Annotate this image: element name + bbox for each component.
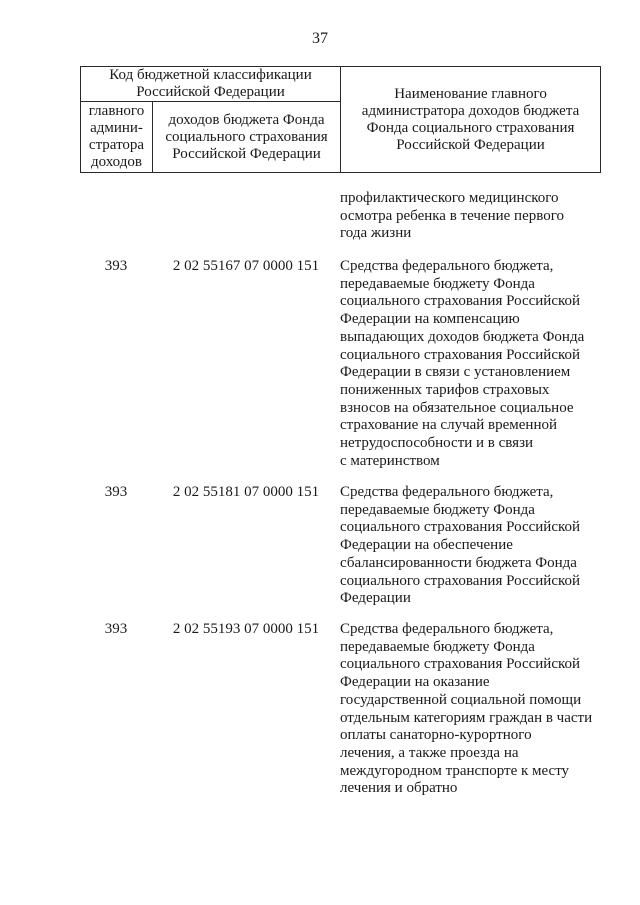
budget-classification-code-header: Код бюджетной классификации Российской Федерации bbox=[81, 67, 341, 102]
income-name: профилактического медицинского осмотра ребенка в течение первого года жизни bbox=[340, 190, 564, 242]
income-code: 2 02 55167 07 0000 151 bbox=[172, 258, 320, 274]
income-code: 2 02 55193 07 0000 151 bbox=[172, 621, 320, 637]
income-name: Средства федерального бюджета, передаваемые бюджету Фонда социального страхования Российской Федерации на оказание государственной социальной помощи отдельным категориям граждан в части оплаты санаторно-курортного лечения, а также проезда на междугородном транспорте к месту лечения и обратно bbox=[340, 621, 593, 797]
admin-code: 393 bbox=[104, 258, 128, 274]
main-administrator-header: главного админи- стратора доходов bbox=[81, 102, 153, 173]
page-number: 37 bbox=[312, 30, 328, 47]
fund-income-header: доходов бюджета Фонда социального страхования Российской Федерации bbox=[153, 102, 341, 173]
admin-code: 393 bbox=[104, 621, 128, 637]
income-name: Средства федерального бюджета, передаваемые бюджету Фонда социального страхования Российской Федерации на компенсацию выпадающих доходов бюджета Фонда социального страхования Российской Федерации в связи с установлением пониженных тарифов страховых взносов на обязательное социальное страхование на случай временной нетрудоспособности и в связи с материнством bbox=[340, 258, 585, 469]
administrator-name-header: Наименование главного администратора доходов бюджета Фонда социального страхования Российской Федерации bbox=[341, 67, 601, 173]
classification-table-header bbox=[80, 66, 601, 173]
income-name: Средства федерального бюджета, передаваемые бюджету Фонда социального страхования Российской Федерации на обеспечение сбалансированности бюджета Фонда социального страхования Российской Федерации bbox=[340, 484, 581, 607]
income-code: 2 02 55181 07 0000 151 bbox=[172, 484, 320, 500]
admin-code: 393 bbox=[104, 484, 128, 500]
